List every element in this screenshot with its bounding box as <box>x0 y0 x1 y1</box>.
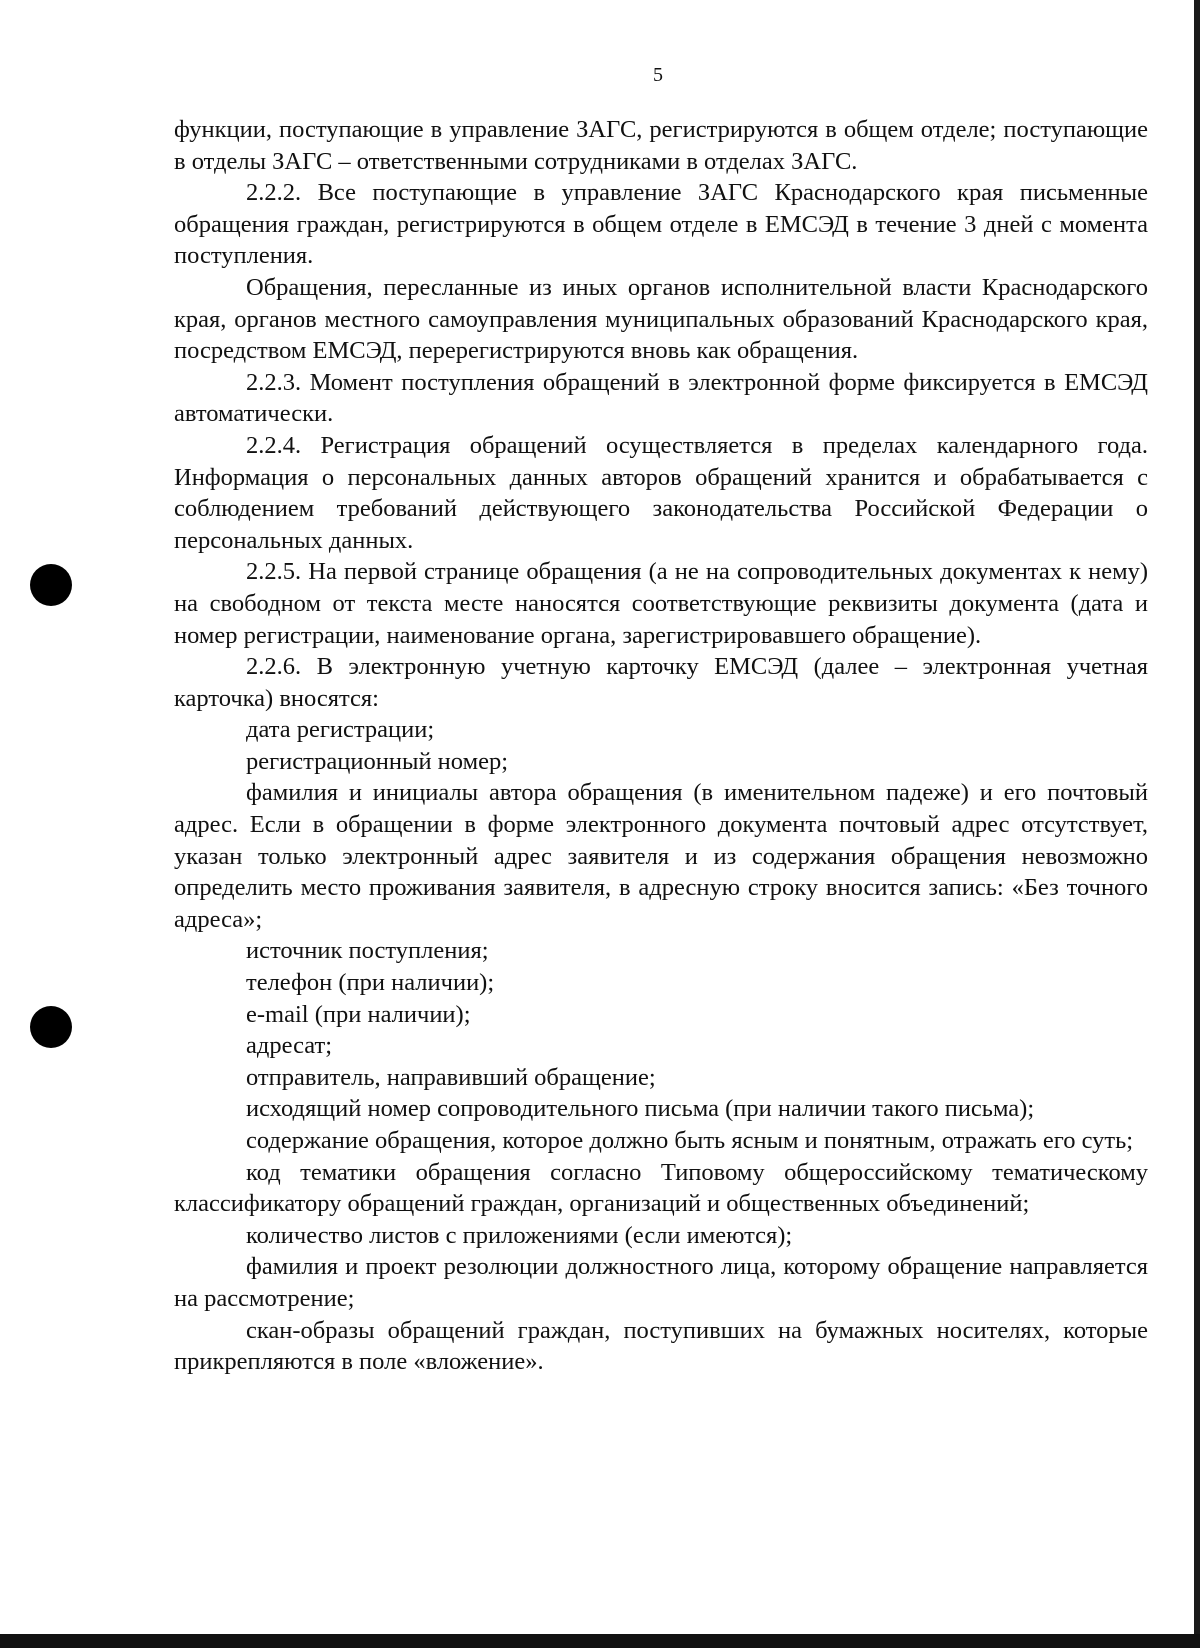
page-number: 5 <box>653 64 663 86</box>
paragraph-2-2-2: 2.2.2. Все поступающие в управление ЗАГС Краснодарского края письменные обращения граждан, регистрируются в общем отделе в ЕМСЭД в течение 3 дней с момента поступления. <box>174 179 1148 270</box>
list-item-sender: отправитель, направивший обращение; <box>246 1063 656 1091</box>
list-item-addressee: адресат; <box>246 1032 333 1060</box>
list-item-resolution: фамилия и проект резолюции должностного лица, которому обращение направляется на рассмотрение; <box>174 1253 1148 1312</box>
paragraph-continuation: функции, поступающие в управление ЗАГС, регистрируются в общем отделе; поступающие в отделы ЗАГС – ответственными сотрудниками в отделах ЗАГС. <box>174 116 1148 175</box>
list-item-source: источник поступления; <box>246 937 489 965</box>
punch-hole-mark <box>30 564 72 606</box>
paragraph-forwarded-appeals: Обращения, пересланные из иных органов исполнительной власти Краснодарского края, органов местного самоуправления муниципальных образований Краснодарского края, посредством ЕМСЭД, перерегистрируются вновь как обращения. <box>174 273 1148 365</box>
list-item-author-name: фамилия и инициалы автора обращения (в именительном падеже) и его почтовый адрес. Если в обращении в форме электронного документа почтовый адрес отсутствует, указан только электронный адрес заявителя и из содержания обращения невозможно определить место проживания заявителя, в адресную строку вносится запись: «Без точного адреса»; <box>174 779 1148 933</box>
list-item-registration-date: дата регистрации; <box>246 716 435 744</box>
list-item-outgoing-number: исходящий номер сопроводительного письма (при наличии такого письма); <box>246 1095 1035 1123</box>
scan-edge-right <box>1194 0 1200 1648</box>
paragraph-2-2-3: 2.2.3. Момент поступления обращений в электронной форме фиксируется в ЕМСЭД автоматически. <box>174 368 1148 428</box>
list-item-scans: скан-образы обращений граждан, поступивших на бумажных носителях, которые прикрепляются в поле «вложение». <box>174 1316 1148 1376</box>
paragraph-2-2-6: 2.2.6. В электронную учетную карточку ЕМСЭД (далее – электронная учетная карточка) вносятся: <box>174 653 1148 712</box>
list-item-registration-number: регистрационный номер; <box>246 747 509 775</box>
paragraph-2-2-5: 2.2.5. На первой странице обращения (а не на сопроводительных документах к нему) на свободном от текста месте наносятся соответствующие реквизиты документа (дата и номер регистрации, наименование органа, зарегистрировавшего обращение). <box>174 558 1148 649</box>
paragraph-2-2-4: 2.2.4. Регистрация обращений осуществляется в пределах календарного года. Информация о персональных данных авторов обращений хранится и обрабатывается с соблюдением требований действующего законодательства Российской Федерации о персональных данных. <box>174 431 1148 554</box>
list-item-sheet-count: количество листов с приложениями (если имеются); <box>246 1221 793 1249</box>
list-item-topic-code: код тематики обращения согласно Типовому общероссийскому тематическому классификатору обращений граждан, организаций и общественных объединений; <box>174 1158 1148 1218</box>
document-body <box>174 114 1148 1378</box>
scan-edge-bottom <box>0 1634 1200 1648</box>
punch-hole-mark <box>30 1006 72 1048</box>
list-item-phone: телефон (при наличии); <box>246 969 495 997</box>
list-item-email: e-mail (при наличии); <box>246 1000 471 1028</box>
list-item-content: содержание обращения, которое должно быть ясным и понятным, отражать его суть; <box>246 1127 1134 1154</box>
